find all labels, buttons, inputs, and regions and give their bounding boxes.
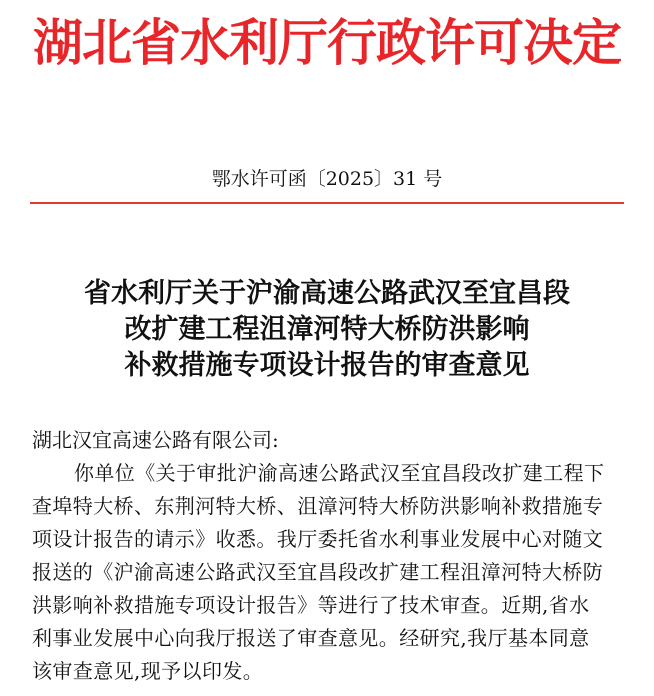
title-line-1: 省水利厅关于沪渝高速公路武汉至宜昌段 [84,278,570,309]
body-line-3: 项设计报告的请示》收悉。我厅委托省水利事业发展中心对随文 [32,527,604,551]
body-line-6: 利事业发展中心向我厅报送了审查意见。经研究,我厅基本同意 [32,626,590,650]
body-line-7: 该审查意见,现予以印发。 [32,659,264,683]
title-line-3: 补救措施专项设计报告的审查意见 [124,350,530,381]
document-title [20,276,634,384]
salutation: 湖北汉宜高速公路有限公司: [32,428,279,452]
body-line-5: 洪影响补救措施专项设计报告》等进行了技术审查。近期,省水 [32,593,590,617]
document-body [32,424,624,688]
red-divider-line [30,202,624,204]
body-line-4: 报送的《沪渝高速公路武汉至宜昌段改扩建工程沮漳河特大桥防 [32,560,604,584]
body-line-1: 你单位《关于审批沪渝高速公路武汉至宜昌段改扩建工程下 [74,461,605,485]
title-line-2: 改扩建工程沮漳河特大桥防洪影响 [124,314,530,345]
masthead-title: 湖北省水利厅行政许可决定 [33,13,621,72]
body-line-2: 查埠特大桥、东荆河特大桥、沮漳河特大桥防洪影响补救措施专 [32,494,604,518]
document-number: 鄂水许可函〔2025〕31 号 [211,168,443,190]
